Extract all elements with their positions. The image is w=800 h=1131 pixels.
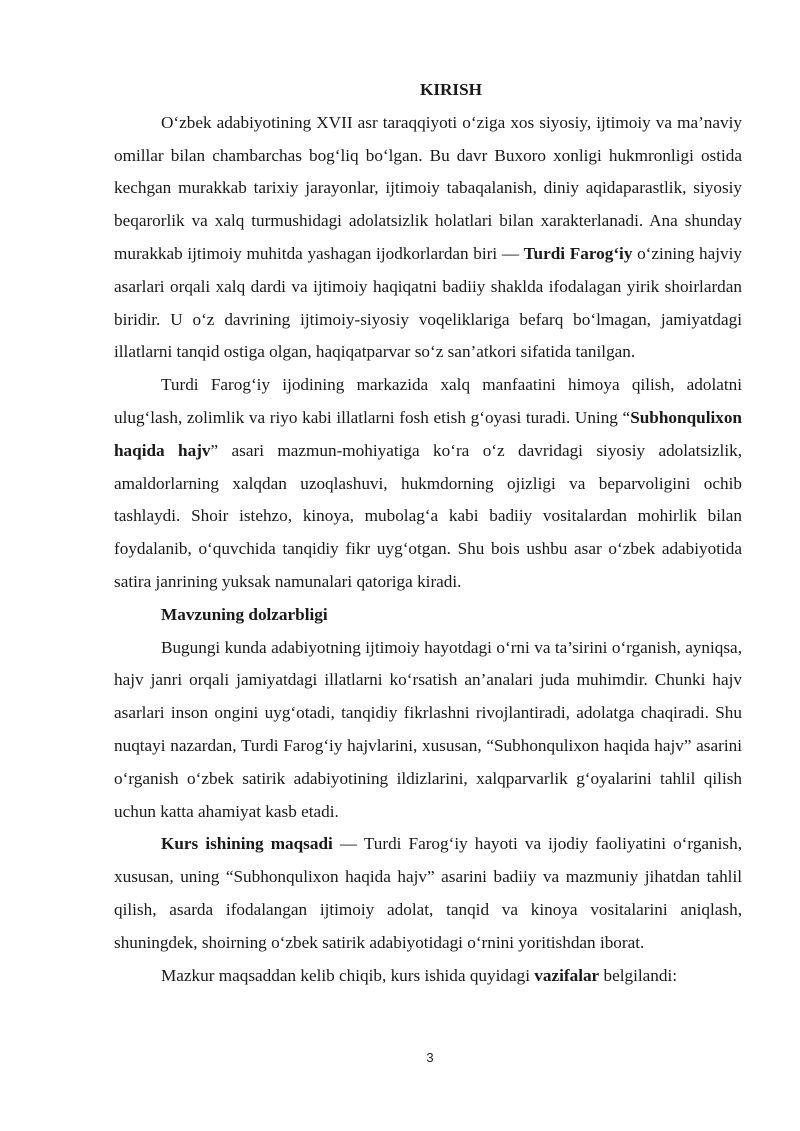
intro-paragraph-text-end: o‘zining hajviy asarlari orqali xalq dardi va ijtimoiy haqiqatni badiiy shaklda ifodalagan yirik shoirlardan biridir. U o‘z davrining ijtimoiy-siyosiy voqeliklariga befarq bo‘lmagan, jamiyatdagi illatlarni tanqid ostiga olgan, haqiqatparvar so‘z san’atkori sifatida tanilgan. (114, 243, 742, 362)
document-body (114, 74, 742, 992)
tasks-paragraph-text-end: belgilandi: (599, 965, 678, 985)
aim-paragraph (114, 828, 742, 959)
intro-paragraph-text-start: O‘zbek adabiyotining XVII asr taraqqiyoti o‘ziga xos siyosiy, ijtimoiy va ma’naviy omillar bilan chambarchas bog‘liq bo‘lgan. Bu davr Buxoro xonligi hukmronligi ostida kechgan murakkab tarixiy jarayonlar, ijtimoiy tabaqalanish, diniy aqidaparastlik, siyosiy beqarorlik va xalq turmushidagi adolatsizlik holatlari bilan xarakterlanadi. Ana shunday murakkab ijtimoiy muhitda yashagan ijodkorlardan biri — (114, 112, 742, 263)
author-name: Turdi Farog‘iy (523, 243, 633, 263)
page-title: KIRISH (419, 80, 483, 99)
work-paragraph-text-start: Turdi Farog‘iy ijodining markazida xalq manfaatini himoya qilish, adolatni ulug‘lash, zolimlik va riyo kabi illatlarni fosh etish g‘oyasi turadi. Uning “ (114, 375, 742, 427)
section-heading-relevance: Mavzuning dolzarbligi (161, 604, 328, 624)
tasks-label: vazifalar (534, 965, 600, 985)
tasks-paragraph (114, 960, 742, 993)
relevance-paragraph: Bugungi kunda adabiyotning ijtimoiy hayotdagi o‘rni va ta’sirini o‘rganish, ayniqsa, hajv janri orqali jamiyatdagi illatlarni ko‘rsatish an’analari juda muhimdir. Chunki hajv asarlari inson ongini uyg‘otadi, tanqidiy fikrlashni rivojlantiradi, adolatga chaqiradi. Shu nuqtayi nazardan, Turdi Farog‘iy hajvlarini, xususan, “Subhonqulixon haqida hajv” asarini o‘rganish o‘zbek satirik adabiyotining ildizlarini, xalqparvarlik g‘oyalarini tahlil qilish uchun katta ahamiyat kasb etadi. (114, 637, 742, 821)
work-title: Subhonqulixon haqida hajv (114, 407, 742, 460)
page-number: 3 (426, 1050, 434, 1065)
tasks-paragraph-text-start: Mazkur maqsaddan kelib chiqib, kurs ishida quyidagi (161, 965, 535, 985)
aim-label: Kurs ishining maqsadi (161, 834, 333, 854)
intro-paragraph (114, 107, 742, 369)
aim-paragraph-text: — Turdi Farog‘iy hayoti va ijodiy faoliyatini o‘rganish, xususan, uning “Subhonqulixon haqida hajv” asarini badiiy va mazmuniy jihatdan tahlil qilish, asarda ifodalangan ijtimoiy adolat, tanqid va kinoya vositalarini aniqlash, shuningdek, shoirning o‘zbek satirik adabiyotidagi o‘rnini yoritishdan iborat. (114, 834, 742, 952)
work-paragraph (114, 369, 742, 599)
work-paragraph-text-end: ” asari mazmun-mohiyatiga ko‘ra o‘z davridagi siyosiy adolatsizlik, amaldorlarning xalqdan uzoqlashuvi, hukmdorning ojizligi va beparvoligini ochib tashlaydi. Shoir istehzo, kinoya, mubolag‘a kabi badiiy vositalardan mohirlik bilan foydalanib, o‘quvchida tanqidiy fikr uyg‘otgan. Shu bois ushbu asar o‘zbek adabiyotida satira janrining yuksak namunalari qatoriga kiradi. (114, 440, 742, 591)
